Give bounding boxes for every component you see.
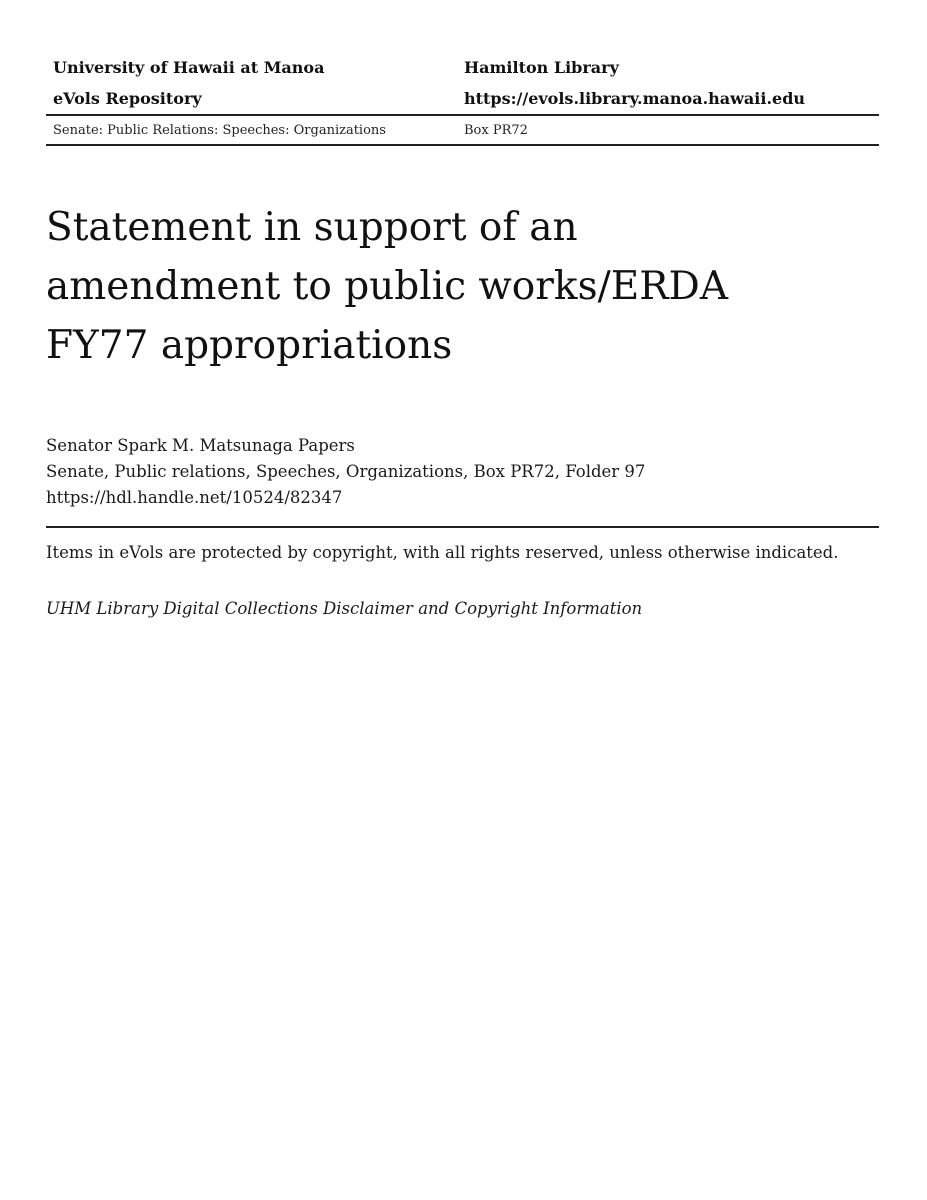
repository-url[interactable]: https://evols.library.manoa.hawaii.edu (464, 89, 806, 108)
header-row-1 (46, 52, 879, 83)
copyright-notice: Items in eVols are protected by copyright, with all rights reserved, unless otherwise indicated. (46, 543, 839, 562)
collection-path: Senate: Public Relations: Speeches: Organizations (53, 122, 386, 138)
header-divider-bottom (46, 144, 879, 146)
document-header (46, 52, 879, 146)
repository-name: eVols Repository (53, 89, 202, 108)
box-label: Box PR72 (464, 122, 528, 138)
document-page (46, 0, 879, 621)
header-row-2 (46, 83, 879, 114)
papers-collection: Senator Spark M. Matsunaga Papers (46, 436, 355, 455)
library-name: Hamilton Library (464, 58, 619, 77)
handle-link[interactable]: https://hdl.handle.net/10524/82347 (46, 488, 343, 507)
header-row-3 (46, 116, 879, 144)
document-title: Statement in support of an amendment to public works/ERDA FY77 appropriations (46, 205, 728, 368)
metadata-divider (46, 526, 879, 528)
document-metadata (46, 433, 879, 511)
folder-location: Senate, Public relations, Speeches, Organizations, Box PR72, Folder 97 (46, 462, 646, 481)
institution-name: University of Hawaii at Manoa (53, 58, 325, 77)
disclaimer-link[interactable]: UHM Library Digital Collections Disclaimer and Copyright Information (46, 599, 643, 618)
